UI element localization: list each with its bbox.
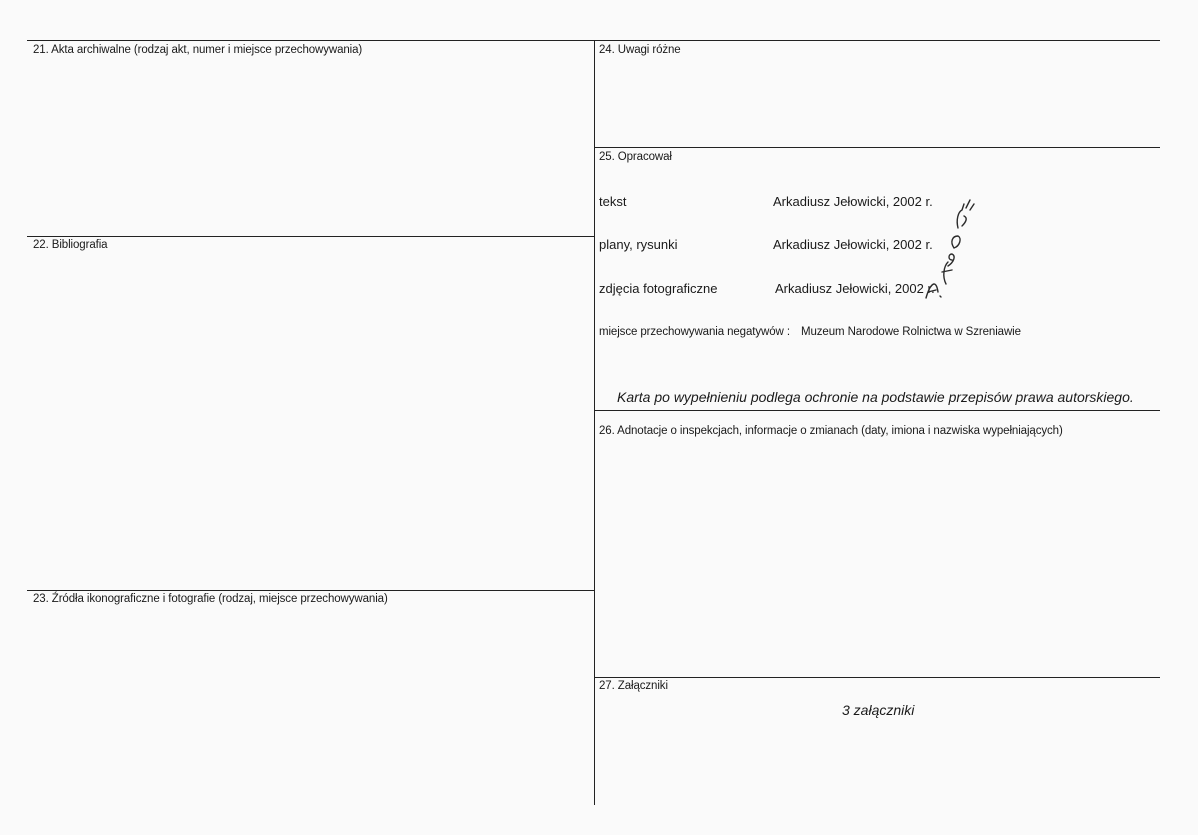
- negatives-location-value: Muzeum Narodowe Rolnictwa w Szreniawie: [801, 326, 1021, 338]
- section-26-label: 26. Adnotacje o inspekcjach, informacje o zmianach (daty, imiona i nazwiska wypełniających): [599, 425, 1063, 437]
- center-divider: [594, 40, 595, 805]
- section-23-label: 23. Źródła ikonograficzne i fotografie (rodzaj, miejsce przechowywania): [33, 593, 388, 605]
- author-row-photos-value: Arkadiusz Jełowicki, 2002 r.: [775, 281, 935, 296]
- author-row-photos-label: zdjęcia fotograficzne: [599, 281, 718, 296]
- handwritten-signature: [918, 196, 978, 306]
- copyright-note: Karta po wypełnieniu podlega ochronie na podstawie przepisów prawa autorskiego.: [617, 389, 1134, 405]
- section-21-label: 21. Akta archiwalne (rodzaj akt, numer i miejsce przechowywania): [33, 44, 363, 56]
- section-24-label: 24. Uwagi różne: [599, 44, 681, 56]
- divider-24-25: [594, 147, 1160, 148]
- author-row-text-label: tekst: [599, 194, 627, 209]
- divider-22-23: [27, 590, 594, 591]
- section-25-label: 25. Opracował: [599, 151, 672, 163]
- author-row-text-value: Arkadiusz Jełowicki, 2002 r.: [773, 194, 933, 209]
- negatives-location-label: miejsce przechowywania negatywów :: [599, 326, 790, 338]
- divider-21-22: [27, 236, 594, 237]
- section-27-label: 27. Załączniki: [599, 680, 668, 692]
- section-22-label: 22. Bibliografia: [33, 239, 108, 251]
- author-row-plans-label: plany, rysunki: [599, 237, 678, 252]
- author-row-plans-value: Arkadiusz Jełowicki, 2002 r.: [773, 237, 933, 252]
- divider-26-27: [594, 677, 1160, 678]
- attachments-value: 3 załączniki: [842, 702, 915, 718]
- divider-25-26: [594, 410, 1160, 411]
